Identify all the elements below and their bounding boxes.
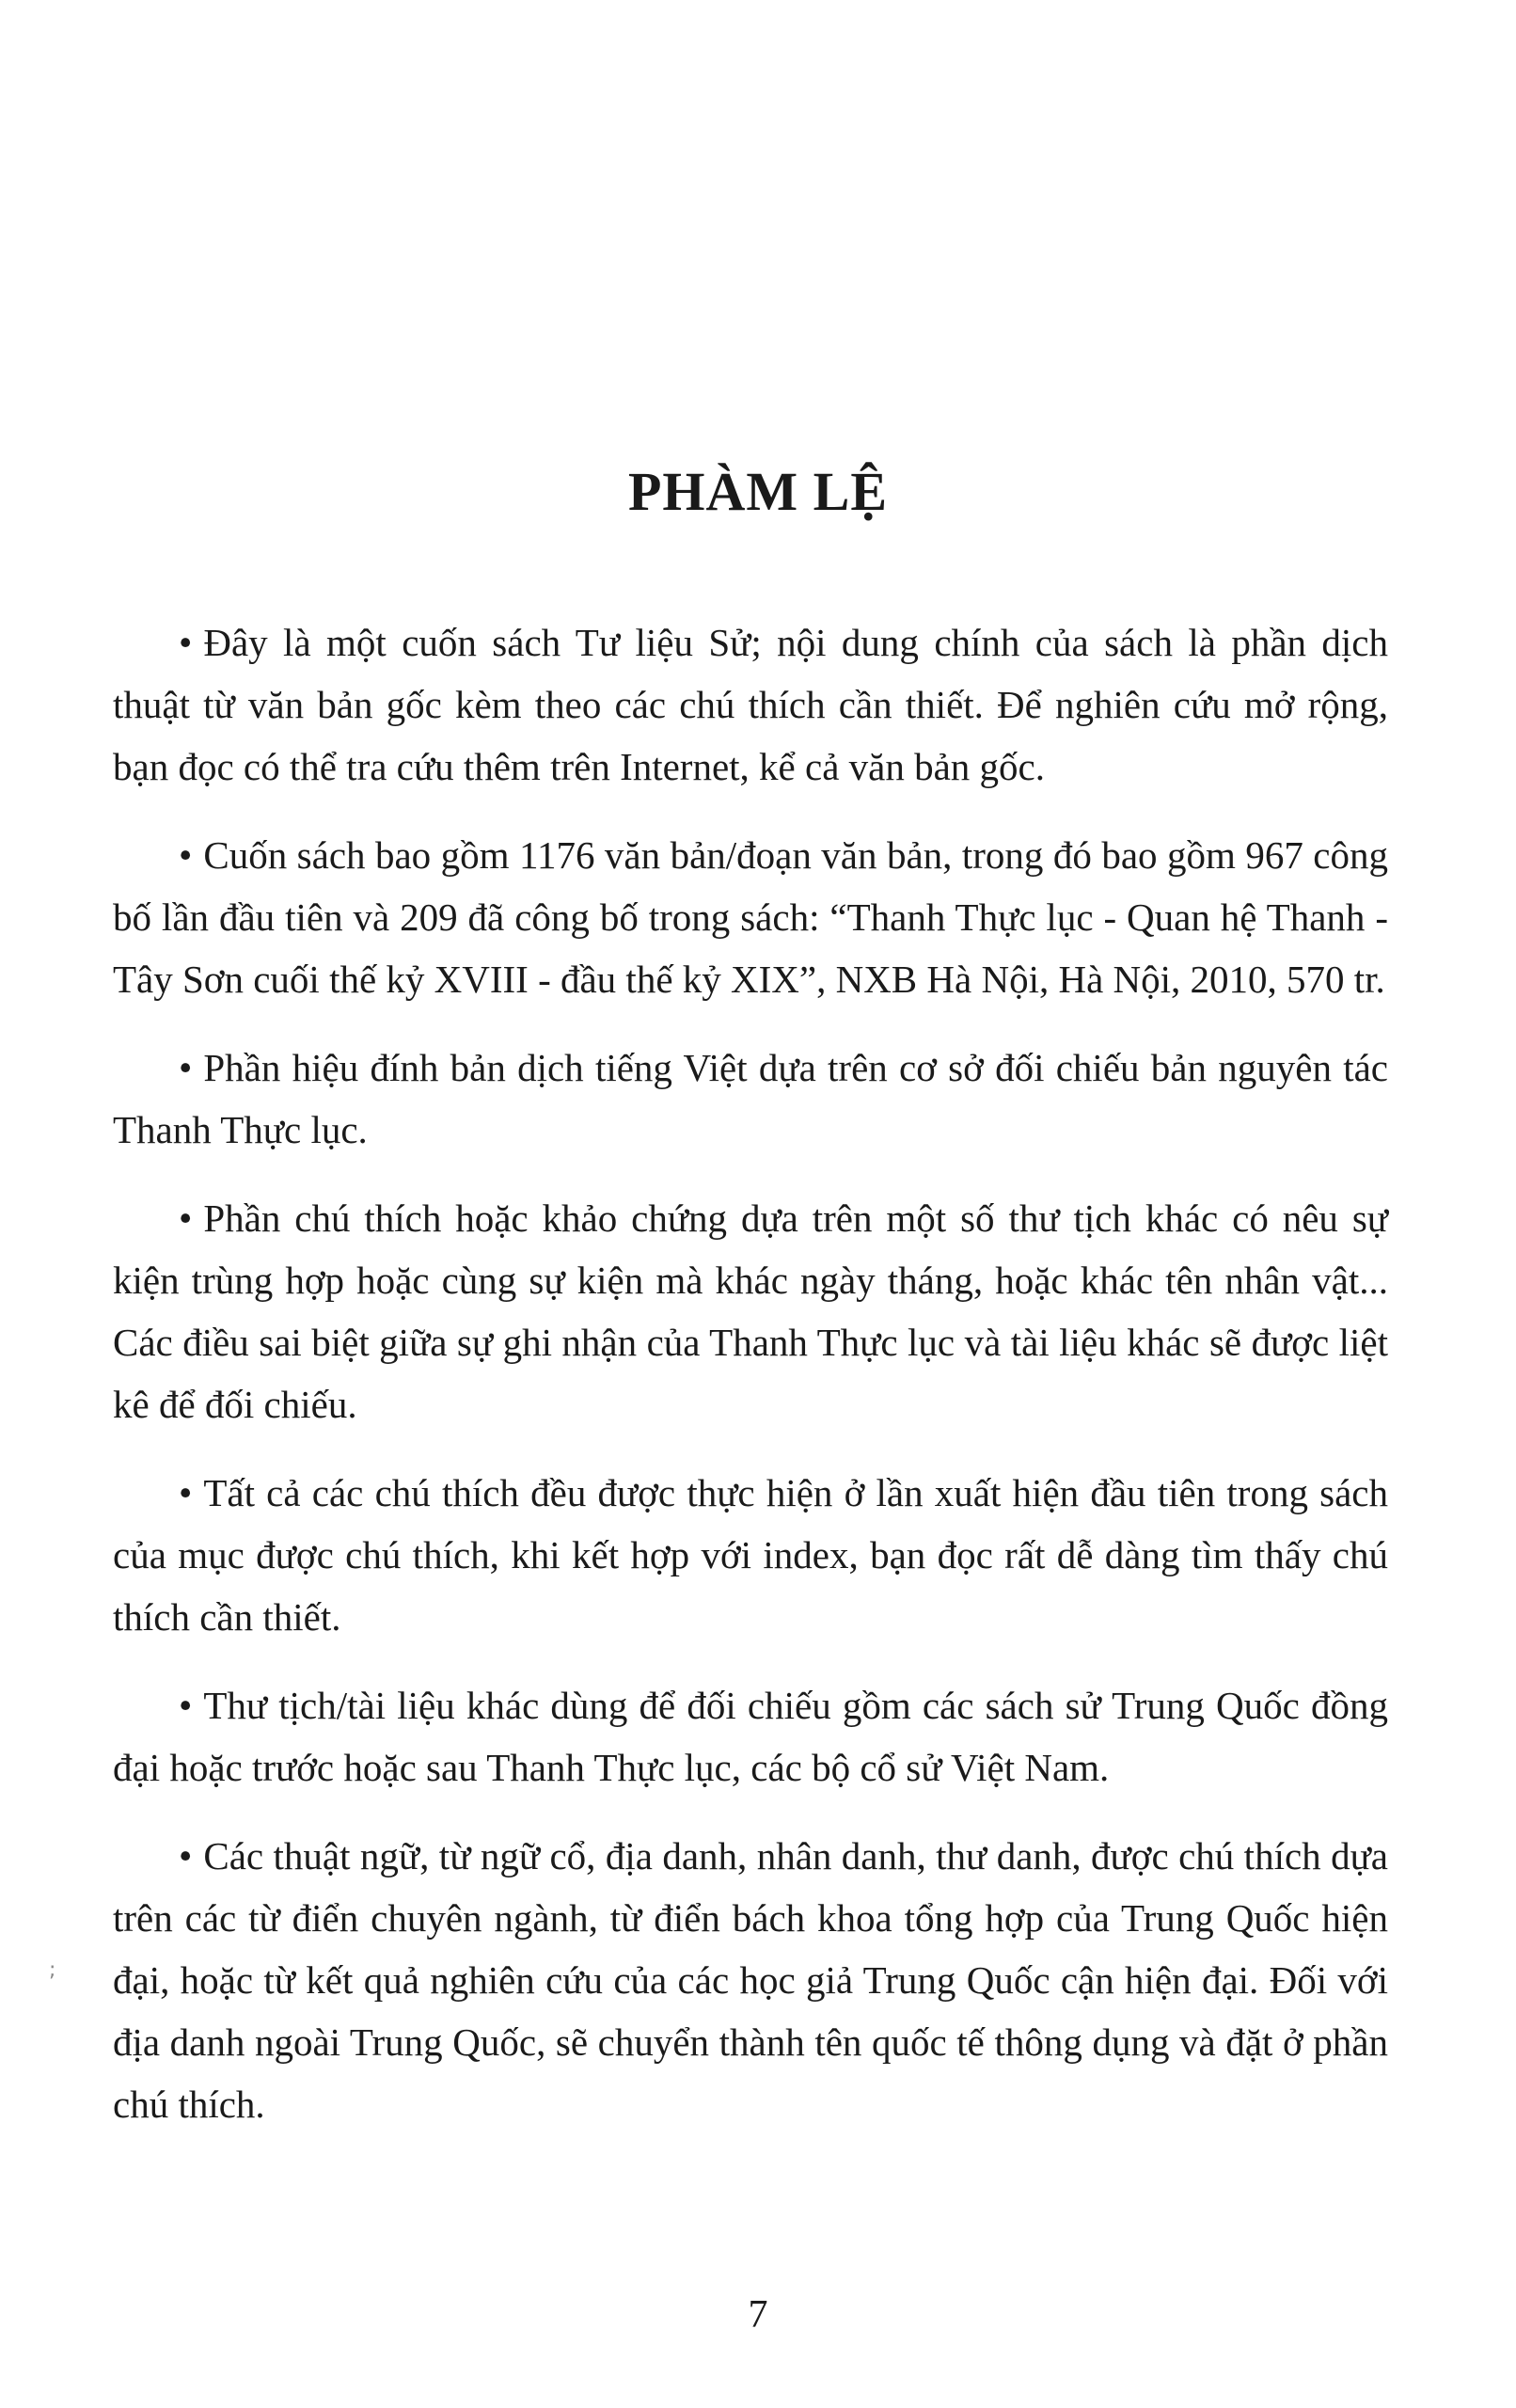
page-number: 7 (748, 2293, 768, 2337)
bullet-icon: • (179, 1046, 193, 1089)
bullet-icon: • (179, 621, 193, 664)
paragraph-text: Phần hiệu đính bản dịch tiếng Việt dựa trên cơ sở đối chiếu bản nguyên tác Thanh Thực lục. (113, 1046, 1388, 1151)
paragraph-text: Phần chú thích hoặc khảo chứng dựa trên một số thư tịch khác có nêu sự kiện trùng hợp hoặc cùng sự kiện mà khác ngày tháng, hoặc khác tên nhân vật... Các điều sai biệt giữa sự ghi nhận của Thanh Thực lục và tài liệu khác sẽ được liệt kê để đối chiếu. (113, 1196, 1388, 1426)
bullet-icon: • (179, 833, 193, 877)
paragraph-2 (113, 824, 1388, 1010)
paragraph-text: Đây là một cuốn sách Tư liệu Sử; nội dung chính của sách là phần dịch thuật từ văn bản gốc kèm theo các chú thích cần thiết. Để nghiên cứu mở rộng, bạn đọc có thể tra cứu thêm trên Internet, kể cả văn bản gốc. (113, 621, 1388, 788)
bullet-icon: • (179, 1471, 193, 1514)
paragraph-7 (113, 1825, 1388, 2135)
paragraph-text: Thư tịch/tài liệu khác dùng để đối chiếu gồm các sách sử Trung Quốc đồng đại hoặc trước hoặc sau Thanh Thực lục, các bộ cổ sử Việt Nam. (113, 1684, 1388, 1789)
paragraph-text: Tất cả các chú thích đều được thực hiện ở lần xuất hiện đầu tiên trong sách của mục được chú thích, khi kết hợp với index, bạn đọc rất dễ dàng tìm thấy chú thích cần thiết. (113, 1471, 1388, 1639)
paragraph-3 (113, 1037, 1388, 1161)
paragraph-6 (113, 1674, 1388, 1798)
body-text (113, 611, 1388, 2162)
paragraph-text: Các thuật ngữ, từ ngữ cổ, địa danh, nhân danh, thư danh, được chú thích dựa trên các từ điển chuyên ngành, từ điển bách khoa tổng hợp của Trung Quốc hiện đại, hoặc từ kết quả nghiên cứu của các học giả Trung Quốc cận hiện đại. Đối với địa danh ngoài Trung Quốc, sẽ chuyển thành tên quốc tế thông dụng và đặt ở phần chú thích. (113, 1834, 1388, 2126)
paragraph-1 (113, 611, 1388, 798)
paragraph-text: Cuốn sách bao gồm 1176 văn bản/đoạn văn bản, trong đó bao gồm 967 công bố lần đầu tiên và 209 đã công bố trong sách: “Thanh Thực lục - Quan hệ Thanh - Tây Sơn cuối thế kỷ XVIII - đầu thế kỷ XIX”, NXB Hà Nội, Hà Nội, 2010, 570 tr. (113, 833, 1388, 1001)
margin-mark: ; (49, 1958, 56, 1982)
paragraph-5 (113, 1462, 1388, 1648)
bullet-icon: • (179, 1684, 193, 1727)
page-title: PHÀM LỆ (627, 461, 889, 522)
bullet-icon: • (179, 1834, 193, 1877)
bullet-icon: • (179, 1196, 193, 1240)
paragraph-4 (113, 1187, 1388, 1435)
